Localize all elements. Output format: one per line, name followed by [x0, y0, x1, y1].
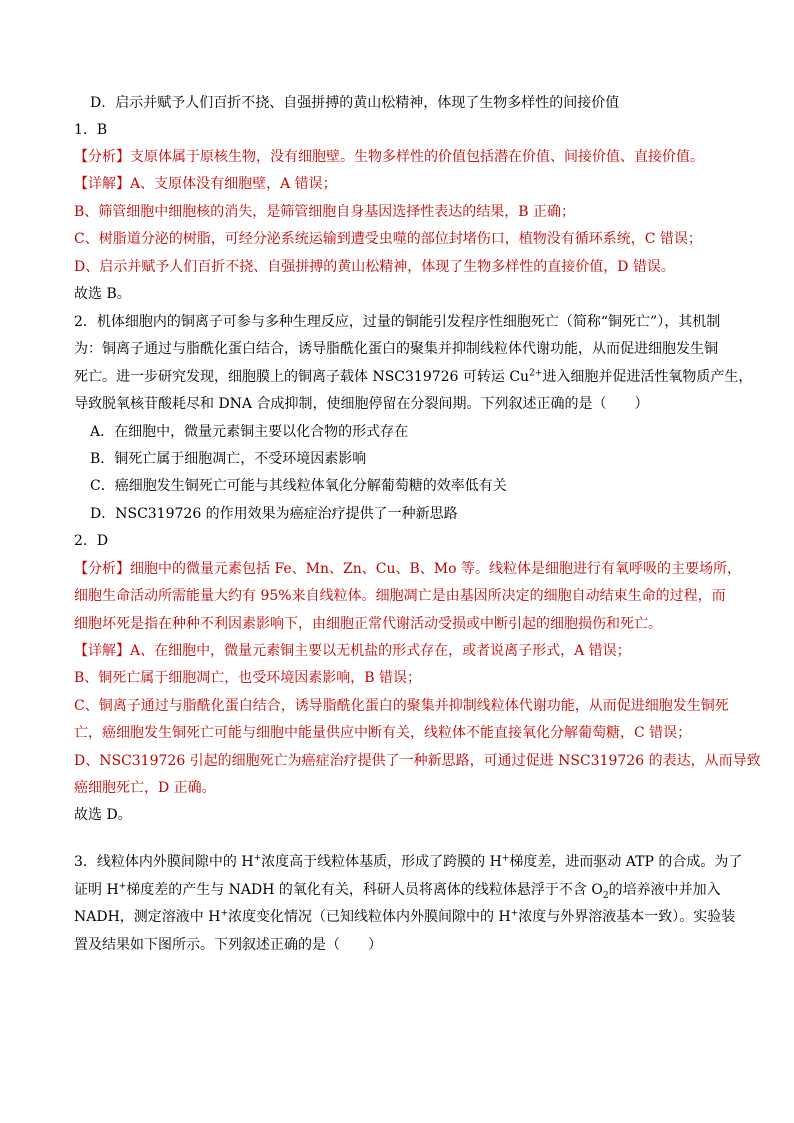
q2-option-a: A．在细胞中，微量元素铜主要以化合物的形式存在 [90, 424, 409, 440]
q3-s2c: 的培养液中并加入 [608, 882, 721, 898]
q2-detail-a: 【详解】A、在细胞中，微量元素铜主要以无机盐的形式存在，或者说离子形式，A 错误； [74, 643, 631, 659]
q2-detail-d-1: D、NSC319726 引起的细胞死亡为癌症治疗提供了一种新思路，可通过促进 NSC319726 的表达，从而导致 [74, 753, 761, 769]
q2-detail-d-2: 癌细胞死亡，D 正确。 [74, 780, 216, 796]
q3-sup1: + [253, 853, 262, 864]
q2-detail-c-2: 亡，癌细胞发生铜死亡可能与细胞中能量供应中断有关，线粒体不能直接氧化分解葡萄糖，C 错误； [74, 725, 692, 741]
q2-stem-line-4: 导致脱氧核苷酸耗尽和 DNA 合成抑制，使细胞停留在分裂间期。下列叙述正确的是（ ） [74, 396, 649, 412]
q3-s1b: 浓度高于线粒体基质，形成了跨膜的 H [261, 854, 502, 870]
q2-option-d: D．NSC319726 的作用效果为癌症治疗提供了一种新思路 [90, 506, 458, 522]
q1-detail-c: C、树脂道分泌的树脂，可经分泌系统运输到遭受虫噬的部位封堵伤口，植物没有循环系统，C 错误； [74, 231, 702, 247]
q3-s1a: 3．线粒体内外膜间隙中的 H [74, 854, 254, 870]
q2-stem-3b: 进入细胞并促进活性氧物质产生， [542, 369, 753, 385]
q2-option-c: C．癌细胞发生铜死亡可能与其线粒体氧化分解葡萄糖的效率低有关 [90, 478, 507, 494]
q3-stem-line-4: 置及结果如下图所示。下列叙述正确的是（ ） [74, 937, 382, 953]
q3-sup2: + [501, 853, 510, 864]
q2-analysis-3: 细胞坏死是指在种种不利因素影响下，由细胞正常代谢活动受损或中断引起的细胞损伤和死亡。 [74, 616, 662, 632]
q2-stem-line-2: 为：铜离子通过与脂酰化蛋白结合，诱导脂酰化蛋白的聚集并抑制线粒体代谢功能，从而促进细胞发生铜 [74, 341, 718, 357]
q3-sup4: + [220, 908, 228, 919]
q2-analysis-2: 细胞生命活动所需能量大约有 95%来自线粒体。细胞凋亡是由基因所决定的细胞自动结束生命的过程，而 [74, 588, 726, 604]
q1-detail-b: B、筛管细胞中细胞核的消失，是筛管细胞自身基因选择性表达的结果，B 正确； [74, 204, 576, 220]
q3-s3c: 浓度与外界溶液基本一致）。实验装 [518, 909, 736, 925]
q2-stem-line-3 [74, 367, 753, 387]
q2-stem-3-sup: 2+ [529, 368, 543, 379]
q1-conclusion: 故选 B。 [74, 286, 131, 302]
q1-detail-d: D、启示并赋予人们百折不挠、自强拼搏的黄山松精神，体现了生物多样性的直接价值，D 错误。 [74, 259, 675, 275]
q2-stem-line-1: 2．机体细胞内的铜离子可参与多种生理反应，过量的铜能引发程序性细胞死亡（简称“铜死亡”），其机制 [74, 314, 721, 330]
q3-stem-line-3 [74, 907, 736, 927]
q1-answer: 1．B [74, 122, 108, 138]
q2-conclusion: 故选 D。 [74, 807, 132, 823]
q2-answer: 2．D [74, 533, 109, 549]
q3-sup5: + [510, 908, 519, 919]
q3-s3a: NADH，测定溶液中 H [74, 909, 221, 925]
q2-detail-c-1: C、铜离子通过与脂酰化蛋白结合，诱导脂酰化蛋白的聚集并抑制线粒体代谢功能，从而促进细胞发生铜死 [74, 698, 729, 714]
q3-sup3: + [118, 881, 127, 892]
q2-option-b: B．铜死亡属于细胞凋亡，不受环境因素影响 [90, 451, 367, 467]
q3-stem-line-1 [74, 852, 743, 872]
q1-option-d: D．启示并赋予人们百折不挠、自强拼搏的黄山松精神，体现了生物多样性的间接价值 [90, 95, 620, 111]
q3-s2b: 梯度差的产生与 NADH 的氧化有关，科研人员将离体的线粒体悬浮于不含 O [126, 882, 603, 898]
q1-analysis: 【分析】支原体属于原核生物，没有细胞壁。生物多样性的价值包括潜在价值、间接价值、直接价值。 [74, 149, 704, 165]
q2-analysis-1: 【分析】细胞中的微量元素包括 Fe、Mn、Zn、Cu、B、Mo 等。线粒体是细胞进行有氧呼吸的主要场所， [74, 561, 742, 577]
q3-stem-line-2 [74, 880, 724, 900]
q2-detail-b: B、铜死亡属于细胞凋亡，也受环境因素影响，B 错误； [74, 670, 422, 686]
q3-s1c: 梯度差，进而驱动 ATP 的合成。为了 [509, 854, 743, 870]
q3-s2a: 证明 H [74, 882, 119, 898]
q1-detail-a: 【详解】A、支原体没有细胞壁，A 错误； [74, 176, 337, 192]
q3-sub1: 2 [602, 890, 609, 901]
q2-stem-3a: 死亡。进一步研究发现，细胞膜上的铜离子载体 NSC319726 可转运 Cu [74, 369, 530, 385]
q3-s3b: 浓度变化情况（已知线粒体内外膜间隙中的 H [228, 909, 511, 925]
